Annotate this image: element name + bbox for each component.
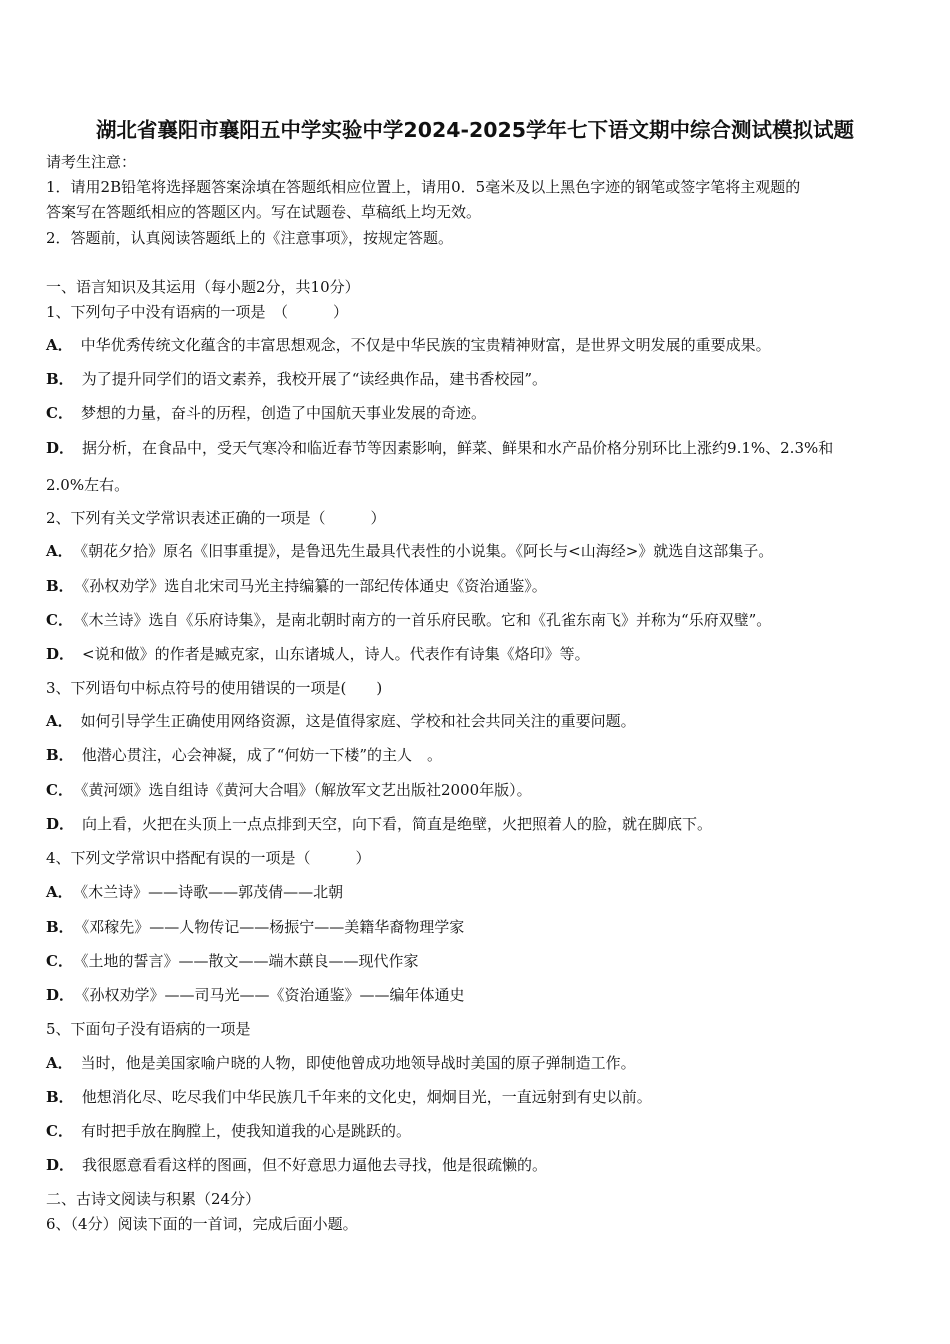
option-text: 我很愿意看看这样的图画，但不好意思力逼他去寻找，他是很疏懒的。: [82, 1156, 548, 1174]
option-letter: B．: [46, 746, 74, 764]
option-text: 当时，他是美国家喻户晓的人物，即使他曾成功地领导战时美国的原子弹制造工作。: [80, 1054, 636, 1072]
question-2-stem: 2、下列有关文学常识表述正确的一项是（ ）: [46, 509, 386, 527]
option-letter: C．: [46, 611, 73, 629]
option-text: 有时把手放在胸膛上，使我知道我的心是跳跃的。: [80, 1122, 411, 1140]
option-text: 《邓稼先》——人物传记——杨振宁——美籍华裔物理学家: [81, 918, 465, 936]
question-1-option-c: [46, 403, 486, 423]
option-text: 中华优秀传统文化蕴含的丰富思想观念，不仅是中华民族的宝贵精神财富，是世界文明发展的重要成果。: [80, 336, 771, 354]
question-4-option-d: [46, 985, 465, 1005]
option-text: 梦想的力量，奋斗的历程，创造了中国航天事业发展的奇迹。: [80, 404, 486, 422]
option-text: 《朝花夕拾》原名《旧事重提》，是鲁迅先生最具代表性的小说集。《阿长与<山海经>》就选自这部集子。: [80, 542, 774, 560]
question-1-option-d-cont: 2.0%左右。: [46, 476, 130, 494]
question-4-stem: 4、下列文学常识中搭配有误的一项是（ ）: [46, 849, 371, 867]
option-text: 《木兰诗》——诗歌——郭茂倩——北朝: [80, 883, 344, 901]
option-letter: A．: [46, 712, 73, 730]
section-1-heading: 一、语言知识及其运用（每小题2分，共10分）: [46, 278, 360, 296]
option-letter: D．: [46, 815, 75, 833]
option-letter: C．: [46, 1122, 73, 1140]
option-letter: D．: [46, 439, 75, 457]
question-5-stem: 5、下面句子没有语病的一项是: [46, 1020, 251, 1038]
question-1-option-a: [46, 335, 771, 355]
question-2-option-c: [46, 610, 771, 630]
option-text: 《木兰诗》选自《乐府诗集》，是南北朝时南方的一首乐府民歌。它和《孔雀东南飞》并称为“乐府双璧”。: [80, 611, 772, 629]
option-text: 如何引导学生正确使用网络资源，这是值得家庭、学校和社会共同关注的重要问题。: [80, 712, 636, 730]
question-1-option-b: [46, 369, 547, 389]
option-letter: A．: [46, 1054, 73, 1072]
notice-item-1: 1．请用2B铅笔将选择题答案涂填在答题纸相应位置上，请用0．5毫米及以上黑色字迹的钢笔或签字笔将主观题的: [46, 178, 801, 196]
section-2-heading: 二、古诗文阅读与积累（24分）: [46, 1190, 261, 1208]
option-letter: A．: [46, 883, 73, 901]
question-4-option-c: [46, 951, 418, 971]
option-letter: D．: [46, 1156, 75, 1174]
option-text: 《孙权劝学》选自北宋司马光主持编纂的一部纪传体通史《资治通鉴》。: [81, 577, 547, 595]
question-4-option-a: [46, 882, 343, 902]
option-letter: C．: [46, 952, 73, 970]
question-1-stem: 1、下列句子中没有语病的一项是 （ ）: [46, 303, 349, 321]
option-text: 《土地的誓言》——散文——端木蕻良——现代作家: [80, 952, 419, 970]
option-letter: C．: [46, 404, 73, 422]
question-2-option-d: [46, 644, 590, 664]
option-letter: A．: [46, 542, 73, 560]
page-title: 湖北省襄阳市襄阳五中学实验中学2024-2025学年七下语文期中综合测试模拟试题: [95, 118, 855, 142]
option-letter: A．: [46, 336, 73, 354]
notice-item-1-cont: 答案写在答题纸相应的答题区内。写在试题卷、草稿纸上均无效。: [46, 203, 482, 221]
option-text: 他潜心贯注，心会神凝，成了“何妨一下楼”的主人 。: [81, 746, 443, 764]
question-5-option-b: [46, 1087, 652, 1107]
option-letter: B．: [46, 1088, 74, 1106]
question-3-option-b: [46, 745, 442, 765]
option-text: 为了提升同学们的语文素养，我校开展了“读经典作品，建书香校园”。: [81, 370, 548, 388]
option-text: 向上看，火把在头顶上一点点排到天空，向下看，简直是绝壁，火把照着人的脸，就在脚底下。: [82, 815, 713, 833]
option-letter: D．: [46, 986, 75, 1004]
option-letter: C．: [46, 781, 73, 799]
question-1-option-d: [46, 438, 833, 458]
question-3-option-a: [46, 711, 636, 731]
option-letter: D．: [46, 645, 75, 663]
question-3-option-c: [46, 780, 532, 800]
option-letter: B．: [46, 918, 74, 936]
notice-heading: 请考生注意：: [46, 153, 137, 171]
question-2-option-b: [46, 576, 547, 596]
option-letter: B．: [46, 370, 74, 388]
question-4-option-b: [46, 917, 464, 937]
question-5-option-a: [46, 1053, 636, 1073]
option-text: 《孙权劝学》——司马光——《资治通鉴》——编年体通史: [82, 986, 465, 1004]
option-text: 他想消化尽、吃尽我们中华民族几千年来的文化史，炯炯目光，一直远射到有史以前。: [81, 1088, 652, 1106]
question-5-option-c: [46, 1121, 411, 1141]
option-letter: B．: [46, 577, 74, 595]
question-3-option-d: [46, 814, 712, 834]
question-5-option-d: [46, 1155, 547, 1175]
question-6-stem: 6、（4分）阅读下面的一首词，完成后面小题。: [46, 1215, 358, 1233]
option-text: 《黄河颂》选自组诗《黄河大合唱》（解放军文艺出版社2000年版）。: [80, 781, 532, 799]
question-2-option-a: [46, 541, 773, 561]
question-3-stem: 3、下列语句中标点符号的使用错误的一项是( ): [46, 679, 383, 697]
option-text: <说和做》的作者是臧克家，山东诸城人，诗人。代表作有诗集《烙印》等。: [82, 645, 590, 663]
notice-item-2: 2．答题前，认真阅读答题纸上的《注意事项》，按规定答题。: [46, 229, 454, 247]
option-text: 据分析，在食品中，受天气寒冷和临近春节等因素影响，鲜菜、鲜果和水产品价格分别环比上涨约9.1%、2.3%和: [82, 439, 834, 457]
